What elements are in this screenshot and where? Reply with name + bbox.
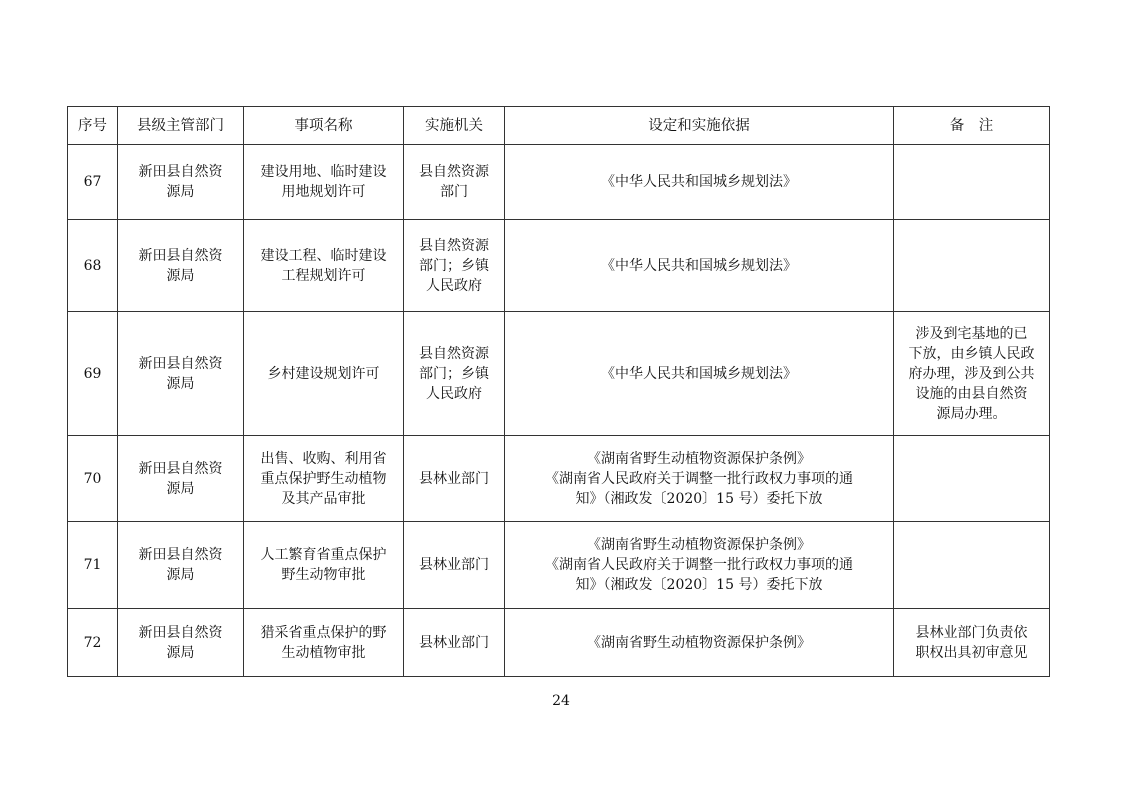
cell-text-line: 《中华人民共和国城乡规划法》 [601,365,797,382]
table-row [68,522,1050,609]
cell-text-line: 部门；乡镇 [419,257,489,274]
cell-text-line: 野生动物审批 [281,567,366,583]
cell-agency [404,522,505,609]
approval-items-table [67,106,1050,677]
cell-text-line: 人工繁育省重点保护 [260,547,387,563]
cell-text-line: 出售、收购、利用省 [260,450,387,467]
cell-item [244,522,404,609]
cell-text-line: 新田县自然资 [138,247,223,264]
cell-dept [118,436,244,522]
cell-text-line: 新田县自然资 [138,547,223,563]
cell-text-line: 《湖南省野生动植物资源保护条例》 [587,634,811,651]
cell-text-line: 源局 [166,184,195,200]
cell-basis [505,312,894,436]
cell-item [244,145,404,220]
cell-text-line: 《湖南省人民政府关于调整一批行政权力事项的通 [545,557,853,573]
cell-text-line: 新田县自然资 [138,460,223,477]
table-row [68,220,1050,312]
cell-text-line: 源局 [166,267,195,284]
cell-text-line: 建设工程、临时建设 [260,247,387,264]
cell-note [894,312,1050,436]
header-agency: 实施机关 [404,107,505,145]
cell-text-line: 《中华人民共和国城乡规划法》 [601,257,797,274]
cell-seq: 72 [68,609,118,677]
header-item: 事项名称 [244,107,404,145]
cell-basis [505,220,894,312]
cell-item [244,312,404,436]
cell-dept [118,145,244,220]
cell-text-line: 部门；乡镇 [419,365,489,382]
table-row [68,436,1050,522]
cell-agency [404,312,505,436]
cell-text-line: 新田县自然资 [138,355,223,372]
cell-basis [505,145,894,220]
cell-dept [118,522,244,609]
cell-note [894,609,1050,677]
page-number: 24 [552,693,570,709]
cell-text-line: 新田县自然资 [138,164,223,180]
header-basis: 设定和实施依据 [505,107,894,145]
cell-seq: 68 [68,220,118,312]
cell-basis [505,522,894,609]
cell-text-line: 知》（湘政发〔2020〕15 号）委托下放 [575,577,823,593]
cell-seq: 70 [68,436,118,522]
cell-text-line: 用地规划许可 [281,184,366,200]
cell-text-line: 工程规划许可 [281,267,366,284]
cell-agency [404,145,505,220]
cell-text-line: 猎采省重点保护的野 [260,624,387,641]
table-header-row [68,107,1050,145]
cell-text-line: 设施的由县自然资 [915,385,1028,402]
cell-dept [118,609,244,677]
cell-note [894,436,1050,522]
cell-text-line: 府办理，涉及到公共 [908,365,1035,382]
header-seq: 序号 [68,107,118,145]
cell-note [894,220,1050,312]
cell-basis [505,609,894,677]
cell-text-line: 知》（湘政发〔2020〕15 号）委托下放 [575,490,823,507]
cell-text-line: 县自然资源 [419,164,489,180]
cell-text-line: 县林业部门 [419,634,489,651]
cell-agency [404,436,505,522]
cell-text-line: 《湖南省野生动植物资源保护条例》 [587,537,811,553]
cell-seq: 67 [68,145,118,220]
cell-note [894,145,1050,220]
cell-agency [404,609,505,677]
cell-seq: 69 [68,312,118,436]
cell-text-line: 源局 [166,480,195,497]
cell-text-line: 源局 [166,567,195,583]
cell-text-line: 部门 [440,184,468,200]
cell-text-line: 县自然资源 [419,237,489,254]
cell-text-line: 源局 [166,375,195,392]
cell-text-line: 新田县自然资 [138,624,223,641]
cell-item [244,220,404,312]
cell-item [244,609,404,677]
cell-text-line: 涉及到宅基地的已 [915,325,1028,342]
table-row [68,145,1050,220]
cell-text-line: 《湖南省野生动植物资源保护条例》 [587,450,811,467]
cell-text-line: 职权出具初审意见 [915,644,1028,661]
table-row [68,312,1050,436]
cell-seq: 71 [68,522,118,609]
table-body [68,145,1050,677]
cell-text-line: 及其产品审批 [281,490,366,507]
cell-note [894,522,1050,609]
cell-text-line: 县林业部门 [419,470,489,487]
cell-text-line: 重点保护野生动植物 [260,470,387,487]
cell-text-line: 县林业部门 [419,557,489,573]
cell-item [244,436,404,522]
cell-text-line: 人民政府 [426,277,482,294]
cell-text-line: 源局 [166,644,195,661]
cell-text-line: 源局办理。 [936,405,1007,422]
cell-basis [505,436,894,522]
cell-dept [118,220,244,312]
cell-text-line: 人民政府 [426,385,482,402]
cell-text-line: 县林业部门负责依 [915,624,1028,641]
header-dept: 县级主管部门 [118,107,244,145]
cell-text-line: 《中华人民共和国城乡规划法》 [601,174,797,190]
cell-text-line: 县自然资源 [419,345,489,362]
cell-text-line: 下放，由乡镇人民政 [908,345,1035,362]
cell-agency [404,220,505,312]
cell-text-line: 生动植物审批 [281,644,366,661]
cell-text-line: 《湖南省人民政府关于调整一批行政权力事项的通 [545,470,853,487]
table-row [68,609,1050,677]
cell-dept [118,312,244,436]
header-note: 备 注 [894,107,1050,145]
cell-text-line: 乡村建设规划许可 [267,365,380,382]
cell-text-line: 建设用地、临时建设 [260,164,387,180]
